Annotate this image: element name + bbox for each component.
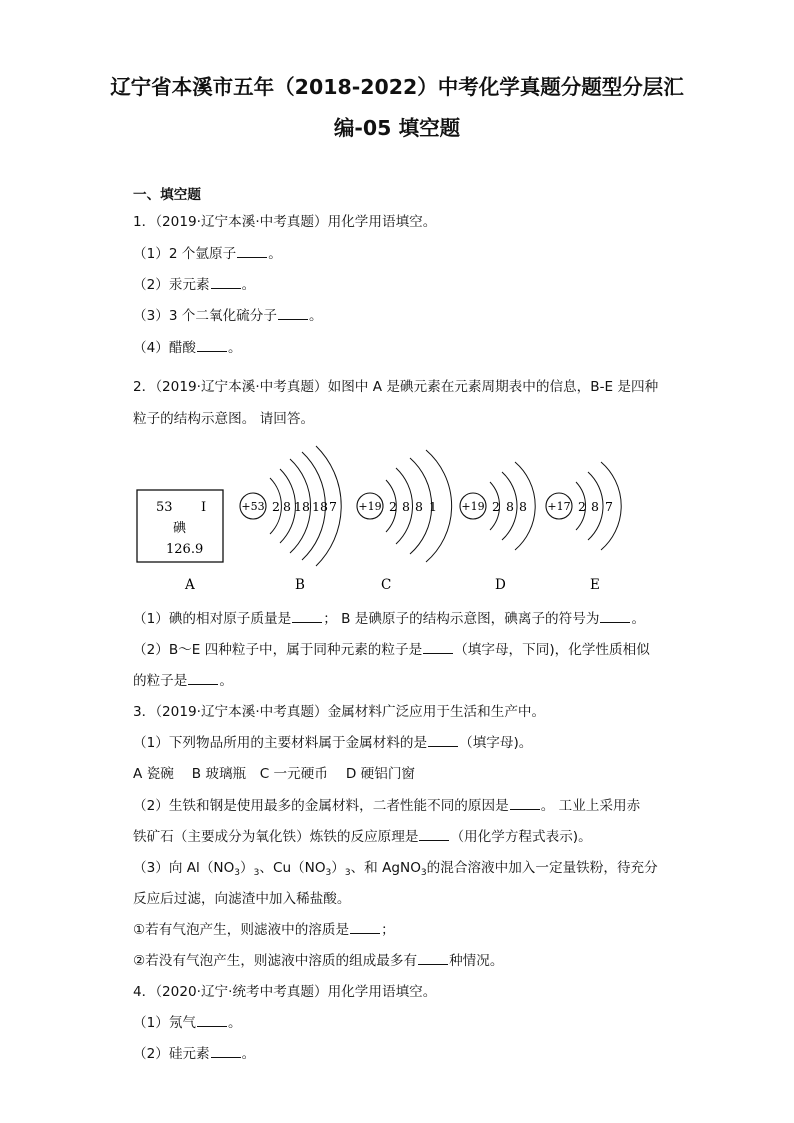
period: 。 — [241, 1046, 256, 1062]
q3-part3-cont: 反应后过滤，向滤渣中加入稀盐酸。 — [133, 891, 351, 907]
atom-d-diagram — [460, 462, 535, 550]
period: 。 — [308, 308, 323, 324]
subscript: 3 — [253, 868, 260, 878]
atom-e-shell-3: 7 — [605, 499, 613, 514]
q3-case2-text: ②若没有气泡产生，则滤液中溶质的组成最多有 — [133, 953, 418, 969]
page-title-line1: 辽宁省本溪市五年（2018-2022）中考化学真题分题型分层汇 — [110, 75, 684, 99]
q3-case2-tail: 种情况。 — [449, 953, 504, 969]
answer-blank — [211, 276, 241, 289]
q3-part2-text-b: 。 工业上采用赤 — [540, 798, 641, 814]
atom-c-shell-3: 8 — [415, 499, 423, 514]
q4-stem: 4．（2020·辽宁·统考中考真题）用化学用语填空。 — [133, 984, 437, 1000]
q2-part2-text-b: （填字母，下同)，化学性质相似 — [454, 642, 650, 658]
q2-part2-text-a: （2）B～E 四种粒子中，属于同种元素的粒子是 — [133, 642, 423, 658]
atom-c-shell-4: 1 — [429, 499, 437, 514]
q2-part2-text-c: 的粒子是 — [133, 673, 188, 689]
q1-part4 — [133, 339, 242, 357]
q3-case1-tail: ； — [381, 922, 395, 938]
q3-case2 — [133, 952, 503, 970]
atom-b-shell-2: 8 — [283, 499, 291, 514]
atom-b-shell-1: 2 — [272, 499, 280, 514]
subscript: 3 — [420, 868, 427, 878]
q3-part3-tail: 的混合溶液中加入一定量铁粉，待充分 — [426, 860, 658, 876]
answer-blank — [197, 339, 227, 352]
period: 。 — [228, 1015, 242, 1031]
q1-part3 — [133, 307, 323, 325]
q1-part2 — [133, 276, 255, 294]
q3-options: A 瓷碗 B 玻璃瓶 C 一元硬币 D 硬铝门窗 — [133, 766, 416, 782]
atom-b-shell-4: 18 — [312, 499, 328, 514]
q3-part3 — [133, 859, 658, 882]
q2-part2 — [133, 641, 650, 659]
q3-part2-cont — [133, 828, 592, 846]
period: 。 — [241, 277, 256, 293]
answer-blank — [510, 797, 540, 810]
answer-blank — [278, 307, 308, 320]
answer-blank — [419, 828, 449, 841]
answer-blank — [188, 672, 218, 685]
subscript: 3 — [325, 868, 332, 878]
atom-c-diagram — [357, 450, 452, 562]
answer-blank — [237, 245, 267, 258]
atom-d-nucleus: +19 — [461, 500, 485, 513]
q2-part1 — [133, 610, 645, 628]
q1-part2-text: （2）汞元素 — [133, 277, 210, 293]
period: 。 — [228, 340, 242, 356]
q2-stem-line1: 2．（2019·辽宁本溪·中考真题）如图中 A 是碘元素在元素周期表中的信息，B-E 是四种 — [133, 379, 659, 395]
q3-part1 — [133, 734, 532, 752]
section-heading: 一、填空题 — [133, 187, 201, 203]
atom-c-nucleus: +19 — [358, 500, 382, 513]
answer-blank — [423, 641, 453, 654]
atom-structure-figure — [130, 440, 630, 600]
period: 。 — [219, 673, 233, 689]
q3-part3-ag: 、和 AgNO — [350, 860, 421, 876]
atomic-mass: 126.9 — [166, 542, 204, 557]
atom-e-shell-1: 2 — [578, 499, 586, 514]
answer-blank — [211, 1045, 241, 1058]
q1-stem: 1．（2019·辽宁本溪·中考真题）用化学用语填空。 — [133, 214, 437, 230]
period: 。 — [631, 611, 646, 627]
figure-label-c: C — [381, 577, 392, 593]
q2-part1-text-b: ； B 是碘原子的结构示意图，碘离子的符号为 — [323, 611, 600, 627]
q3-part3-paren: ） — [331, 860, 345, 876]
q4-part1 — [133, 1014, 242, 1032]
answer-blank — [197, 1014, 227, 1027]
answer-blank — [350, 921, 380, 934]
q3-part2-text-a: （2）生铁和钢是使用最多的金属材料，二者性能不同的原因是 — [133, 798, 509, 814]
q3-part3-cu: 、Cu（NO — [259, 860, 326, 876]
q1-part4-text: （4）醋酸 — [133, 340, 197, 356]
q2-part1-text-a: （1）碘的相对原子质量是 — [133, 611, 292, 627]
answer-blank — [600, 610, 630, 623]
q4-part1-text: （1）氖气 — [133, 1015, 197, 1031]
figure-label-b: B — [295, 577, 305, 593]
q3-case1 — [133, 921, 395, 939]
figure-label-e: E — [590, 577, 600, 593]
atom-e-shell-2: 8 — [591, 499, 599, 514]
q3-part2-text-d: （用化学方程式表示)。 — [450, 829, 592, 845]
period: 。 — [268, 246, 282, 262]
atomic-number: 53 — [156, 500, 173, 515]
q2-part2-cont — [133, 672, 233, 690]
subscript: 3 — [234, 868, 241, 878]
q1-part3-text: （3）3 个二氧化硫分子 — [133, 308, 277, 324]
atom-d-shell-3: 8 — [519, 499, 527, 514]
answer-blank — [292, 610, 322, 623]
figure-label-d: D — [495, 577, 506, 593]
q3-part3-paren: ） — [240, 860, 254, 876]
q3-part3-text: （3）向 Al（NO — [133, 860, 235, 876]
atom-c-shell-2: 8 — [402, 499, 410, 514]
answer-blank — [418, 952, 448, 965]
element-name: 碘 — [173, 521, 187, 536]
atom-c-shell-1: 2 — [389, 499, 397, 514]
q2-stem-line2: 粒子的结构示意图。 请回答。 — [133, 411, 315, 427]
atom-d-shell-2: 8 — [506, 499, 514, 514]
q3-part2 — [133, 797, 640, 815]
atom-e-diagram — [546, 462, 621, 550]
element-symbol: I — [201, 500, 207, 515]
q3-case1-text: ①若有气泡产生，则滤液中的溶质是 — [133, 922, 350, 938]
q3-part1-text: （1）下列物品所用的主要材料属于金属材料的是 — [133, 735, 428, 751]
atom-e-nucleus: +17 — [547, 500, 571, 513]
atom-b-diagram — [240, 446, 341, 566]
q4-part2 — [133, 1045, 255, 1063]
q1-part1-text: （1）2 个氩原子 — [133, 246, 237, 262]
answer-blank — [428, 734, 458, 747]
q1-part1 — [133, 245, 282, 263]
atom-d-shell-1: 2 — [492, 499, 500, 514]
q3-part1-tail: （填字母)。 — [459, 735, 533, 751]
q4-part2-text: （2）硅元素 — [133, 1046, 210, 1062]
q3-stem: 3．（2019·辽宁本溪·中考真题）金属材料广泛应用于生活和生产中。 — [133, 704, 546, 720]
subscript: 3 — [344, 868, 351, 878]
atom-b-shell-5: 7 — [329, 499, 337, 514]
q3-part2-text-c: 铁矿石（主要成分为氧化铁）炼铁的反应原理是 — [133, 829, 419, 845]
page-title-line2: 编-05 填空题 — [333, 116, 461, 140]
atom-b-nucleus: +53 — [241, 500, 265, 513]
figure-label-a: A — [185, 577, 195, 593]
atom-b-shell-3: 18 — [294, 499, 310, 514]
